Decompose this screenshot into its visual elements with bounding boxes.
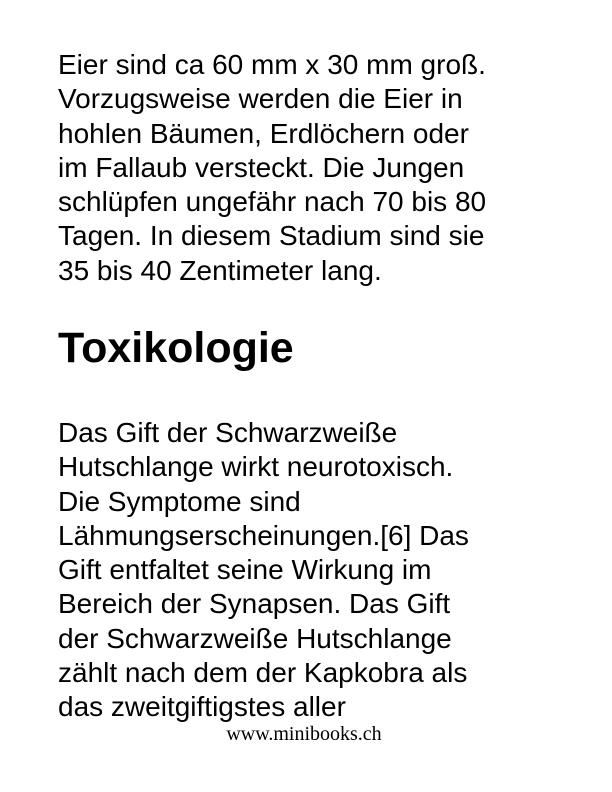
- text-line: im Fallaub versteckt. Die Jungen: [58, 151, 465, 183]
- text-line: das zweitgiftigstes aller: [58, 691, 346, 723]
- text-line: hohlen Bäumen, Erdlöchern oder: [58, 117, 469, 149]
- page-footer: [0, 721, 612, 747]
- text-line: zählt nach dem der Kapkobra als: [58, 657, 468, 689]
- text-line: Gift entfaltet seine Wirkung im: [58, 554, 432, 586]
- text-line: Eier sind ca 60 mm x 30 mm groß.: [58, 49, 486, 80]
- text-line: 35 bis 40 Zentimeter lang.: [58, 254, 382, 286]
- paragraph-eggs: [58, 48, 588, 288]
- footer-url: www.minibooks.ch: [226, 723, 382, 745]
- section-heading: Toxikologie: [58, 324, 294, 372]
- text-line: Das Gift der Schwarzweiße: [58, 417, 398, 448]
- text-line: Vorzugsweise werden die Eier in: [58, 83, 463, 115]
- text-line: schlüpfen ungefähr nach 70 bis 80: [58, 186, 487, 218]
- paragraph-toxicology: [58, 416, 588, 725]
- text-line: Bereich der Synapsen. Das Gift: [58, 588, 451, 620]
- text-line: Hutschlange wirkt neurotoxisch.: [58, 451, 454, 483]
- text-line: Tagen. In diesem Stadium sind sie: [58, 220, 485, 252]
- text-line: Lähmungserscheinungen.[6] Das: [58, 519, 469, 551]
- text-line: Die Symptome sind: [58, 485, 301, 517]
- text-line: der Schwarzweiße Hutschlange: [58, 622, 452, 654]
